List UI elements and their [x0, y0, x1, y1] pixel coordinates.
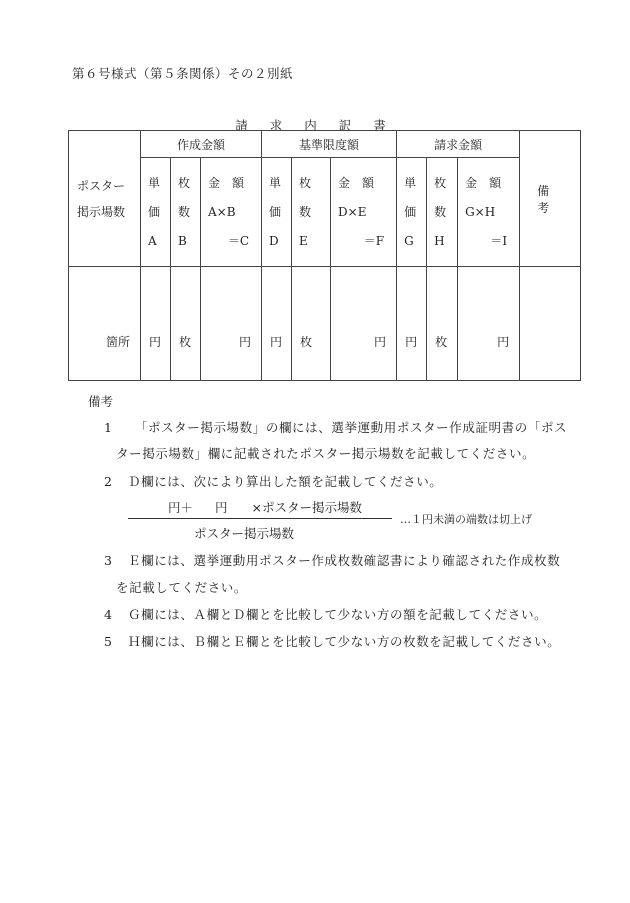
amount-f-cell[interactable]: 円 [331, 267, 397, 381]
formula-denominator: ポスター掲示場数 [194, 526, 295, 541]
amount-i-cell[interactable]: 円 [458, 267, 520, 381]
unit-price-g-header: 単 価 G [397, 158, 427, 267]
table-subheader-row [69, 158, 581, 267]
count-e-cell[interactable]: 枚 [292, 267, 331, 381]
claim-breakdown-table [68, 130, 590, 381]
sites-count-cell[interactable]: 箇所 [69, 267, 141, 381]
note-3-line-1: 3 Ｅ欄には、選挙運動用ポスター作成枚数確認書により確認された作成枚数 [104, 553, 561, 568]
amount-c-cell[interactable]: 円 [201, 267, 262, 381]
notes-title: 備考 [88, 394, 114, 409]
poster-sites-header: ポスター 掲示場数 [69, 131, 141, 267]
count-h-cell[interactable]: 枚 [427, 267, 458, 381]
count-e-header: 枚 数 E [292, 158, 331, 267]
note-4: 4 Ｇ欄には、Ａ欄とＤ欄とを比較して少ない方の額を記載してください。 [104, 607, 548, 622]
table-data-row [69, 267, 581, 381]
count-b-cell[interactable]: 枚 [171, 267, 201, 381]
unit-price-d-header: 単 価 D [262, 158, 292, 267]
unit-price-g-cell[interactable]: 円 [397, 267, 427, 381]
count-h-header: 枚 数 H [427, 158, 458, 267]
form-number-label: 第６号様式（第５条関係）その２別紙 [72, 66, 294, 81]
remarks-header: 備 考 [520, 131, 581, 267]
rounding-note: …１円未満の端数は切上げ [400, 513, 532, 526]
amount-f-header: 金 額 D×E ＝F [331, 158, 397, 267]
standard-limit-header: 基準限度額 [262, 131, 397, 158]
formula-numerator: 円＋ 円 ×ポスター掲示場数 [128, 498, 392, 519]
unit-price-a-cell[interactable]: 円 [141, 267, 171, 381]
creation-amount-header: 作成金額 [141, 131, 262, 158]
note-5: 5 Ｈ欄には、Ｂ欄とＥ欄とを比較して少ない方の枚数を記載してください。 [104, 634, 561, 649]
note-2: 2 Ｄ欄には、次により算出した額を記載してください。 [104, 474, 443, 489]
note-3-line-2: を記載してください。 [116, 580, 248, 595]
count-b-header: 枚 数 B [171, 158, 201, 267]
claim-amount-header: 請求金額 [397, 131, 520, 158]
amount-i-header: 金 額 G×H ＝I [458, 158, 520, 267]
amount-c-header: 金 額 A×B ＝C [201, 158, 262, 267]
note-1-line-2: ター掲示場数」欄に記載されたポスター掲示場数を記載してください。 [116, 446, 536, 461]
unit-price-a-header: 単 価 A [141, 158, 171, 267]
note-1-line-1: 1 「ポスター掲示場数」の欄には、選挙運動用ポスター作成証明書の「ポス [104, 420, 568, 435]
table-group-header-row [69, 131, 581, 158]
unit-price-d-cell[interactable]: 円 [262, 267, 292, 381]
document-title: 請 求 内 訳 書 [235, 118, 395, 133]
remarks-cell[interactable] [520, 267, 581, 381]
